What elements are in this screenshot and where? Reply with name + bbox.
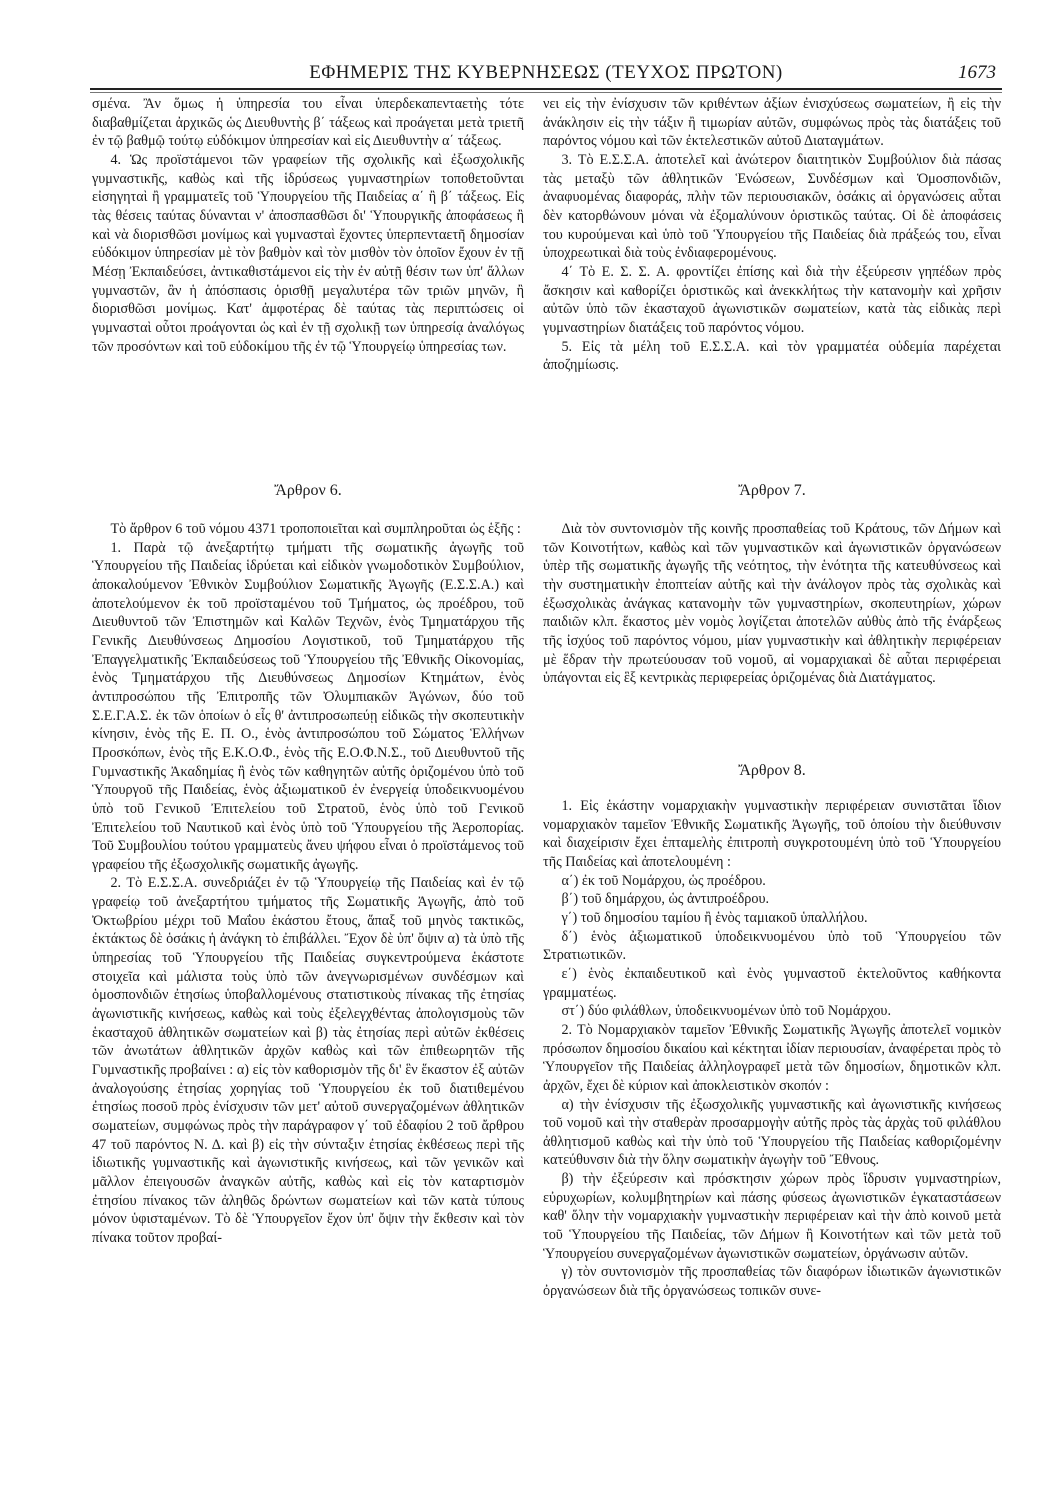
list-item: δ΄) ἑνὸς ἀξιωματικοῦ ὑποδεικνυομένου ὑπὸ τοῦ Ὑπουργείου τῶν Στρατιωτικῶν. [543,928,1001,964]
right-column-block-3 [543,797,1001,1301]
list-item: β) τὴν ἐξεύρεσιν καὶ πρόσκτησιν χώρων πρὸς ἵδρυσιν γυμναστηρίων, εὐρυχωρίων, κολυμβητηρίων καὶ πάσης φύσεως ἀγωνιστικῶν ἐγκαταστάσεων καθ' ὅλην τὴν νομαρχιακὴν γυμναστικὴν περιφέρειαν καὶ τὴν ἀπὸ κοινοῦ μετὰ τοῦ Ὑπουργείου τῆς Παιδείας, τῶν Δήμων ἢ Κοινοτήτων καὶ τῶν μετὰ τοῦ Ὑπουργείου συνεργαζομένων ἀγωνιστικῶν σωματείων, ὀργάνωσιν αὐτῶν. [543,1171,1001,1262]
left-column-block-2 [92,520,524,1248]
paragraph: 1. Εἰς ἑκάστην νομαρχιακὴν γυμναστικὴν περιφέρειαν συνιστᾶται ἴδιον νομαρχιακὸν ταμεῖον Ἐθνικῆς Σωματικῆς Ἀγωγῆς, τοῦ ὁποίου τὴν διεύθυνσιν καὶ διαχείρισιν ἔχει ἑπταμελὴς ἐπιτροπὴ συγκροτουμένη ὑπὸ τοῦ Ὑπουργείου τῆς Παιδείας καὶ ἀποτελουμένη : [543,798,1001,870]
article-8-heading: Ἄρθρον 8. [738,762,806,779]
paragraph: νει εἰς τὴν ἐνίσχυσιν τῶν κριθέντων ἀξίων ἐνισχύσεως σωματείων, ἢ εἰς τὴν ἀνάκλησιν εἰς τὴν τάξιν ἢ τιμωρίαν αὐτῶν, συμφώνως πρὸς τὰς διατάξεις τοῦ παρόντος νόμου καὶ τῶν ἐκτελεστικῶν αὐτοῦ Διαταγμάτων. [543,96,1001,150]
article-6-heading: Ἄρθρον 6. [274,482,342,499]
article-7-heading: Ἄρθρον 7. [738,482,806,499]
list-item: γ) τὸν συντονισμὸν τῆς προσπαθείας τῶν διαφόρων ἰδιωτικῶν ἀγωνιστικῶν ὀργανώσεων διὰ τῆς ὀργανώσεως τοπικῶν συνε- [543,1264,1001,1300]
paragraph: 2. Τὸ Νομαρχιακὸν ταμεῖον Ἐθνικῆς Σωματικῆς Ἀγωγῆς ἀποτελεῖ νομικὸν πρόσωπον δημοσίου δικαίου καὶ κέκτηται ἰδίαν περιουσίαν, ἀναφέρεται πρὸς τὸ Ὑπουργεῖον τῆς Παιδείας ἀλληλογραφεῖ μετὰ τῶν δημοσίων, δημοτικῶν κλπ. ἀρχῶν, ἔχει δὲ κύριον καὶ ἀποκλειστικὸν σκοπόν : [543,1021,1001,1094]
paragraph: σμένα. Ἂν ὅμως ἡ ὑπηρεσία του εἶναι ὑπερδεκαπενταετὴς τότε διαβαθμίζεται ἀρχικῶς ὡς Διευθυντὴς β΄ τάξεως καὶ προάγεται μετὰ τριετῆ ἐν τῷ βαθμῷ τούτῳ εὐδόκιμον ὑπηρεσίαν καὶ εἰς Διευθυντὴν α΄ τάξεως. [92,96,524,150]
paragraph: 4΄ Τὸ Ε. Σ. Σ. Α. φροντίζει ἐπίσης καὶ διὰ τὴν ἐξεύρεσιν γηπέδων πρὸς ἄσκησιν καὶ καθορίζει ὁριστικῶς καὶ ἀνεκκλήτως τὴν κατανομὴν καὶ χρῆσιν αὐτῶν ὑπὸ τῶν ἑκασταχοῦ ἀγωνιστικῶν σωματείων, κατὰ τὰς εἰδικὰς περὶ γυμναστηρίων διατάξεις τοῦ παρόντος νόμου. [543,263,1001,336]
list-item: γ΄) τοῦ δημοσίου ταμίου ἢ ἑνὸς ταμιακοῦ ὑπαλλήλου. [561,909,868,926]
paragraph: Τὸ ἄρθρον 6 τοῦ νόμου 4371 τροποποιεῖται καὶ συμπληροῦται ὡς ἑξῆς : [110,521,521,537]
page-header [90,62,1002,90]
list-item: ε΄) ἑνὸς ἐκπαιδευτικοῦ καὶ ἑνὸς γυμναστοῦ ἐκτελοῦντος καθήκοντα γραμματέως. [543,965,1001,1001]
paragraph: 2. Τὸ Ε.Σ.Σ.Α. συνεδριάζει ἐν τῷ Ὑπουργείῳ τῆς Παιδείας καὶ ἐν τῷ γραφείῳ τοῦ ἀνεξαρτήτου τμήματος τῆς Σωματικῆς Ἀγωγῆς, ἀπὸ τοῦ Ὀκτωβρίου μέχρι τοῦ Μαΐου ἑκάστου ἔτους, ἅπαξ τοῦ μηνὸς τακτικῶς, ἐκτάκτως δὲ ὁσάκις ἡ ἀνάγκη τὸ ἐπιβάλλει. Ἔχον δὲ ὑπ' ὄψιν α) τὰ ὑπὸ τῆς ὑπηρεσίας τοῦ Ὑπουργείου τῆς Παιδείας συγκεντρούμενα ἑκάστοτε στοιχεῖα καὶ μάλιστα τοὺς ὑπὸ τῶν ἀνεγνωρισμένων συνδέσμων καὶ ὁμοσπονδιῶν ἐτησίως ὑποβαλλομένους στατιστικοὺς πίνακας τῆς ἐτησίας ἀγωνιστικῆς κινήσεως, καθὼς καὶ τοὺς ἐξελεγχθέντας ἀπολογισμοὺς τῶν ἑκασταχοῦ ἀθλητικῶν σωματείων καὶ β) τὰς ἐτησίας περὶ αὐτῶν ἐκθέσεις τῶν ἀνωτάτων ἀθλητικῶν ἀρχῶν καθὼς καὶ τῶν ἐπιθεωρητῶν τῆς Γυμναστικῆς προβαίνει : α) εἰς τὸν καθορισμὸν τῆς δι' ἓν ἕκαστον ἐξ αὐτῶν ἀναλογούσης ἐτησίας χορηγίας τοῦ Ὑπουργείου ἐκ τοῦ διατιθεμένου ἐτησίως ποσοῦ πρὸς ἐνίσχυσιν τῶν μετ' αὐτοῦ συνεργαζομένων ἀθλητικῶν σωματείων, συμφώνως πρὸς τὴν παράγραφον γ΄ τοῦ ἐδαφίου 2 τοῦ ἄρθρου 47 τοῦ παρόντος Ν. Δ. καὶ β) εἰς τὴν σύνταξιν ἐτησίας ἐκθέσεως περὶ τῆς ἰδιωτικῆς γυμναστικῆς καὶ ἀγωνιστικῆς κινήσεως, καὶ τῶν γενικῶν καὶ μᾶλλον ἐπειγουσῶν ἀναγκῶν αὐτῆς, καθὼς καὶ εἰς τὸν καταρτισμὸν ἐτησίου πίνακος τῶν ἀληθῶς δρώντων σωματείων καὶ τῶν κατὰ τύπους μόνον ὑφισταμένων. Τὸ δὲ Ὑπουργεῖον ἔχον ὑπ' ὄψιν τὴν ἔκθεσιν καὶ τὸν πίνακα τοῦτον προβαί- [92,875,524,1246]
list-item: α΄) ἐκ τοῦ Νομάρχου, ὡς προέδρου. [561,872,766,889]
paragraph: Διὰ τὸν συντονισμὸν τῆς κοινῆς προσπαθείας τοῦ Κράτους, τῶν Δήμων καὶ τῶν Κοινοτήτων, καθὼς καὶ τῶν γυμναστικῶν καὶ ἀγωνιστικῶν ὀργανώσεων ὑπὲρ τῆς σωματικῆς ἀγωγῆς τῆς νεότητος, τὴν ἑνότητα τῆς κατευθύνσεως καὶ τὴν συστηματικὴν ἐποπτείαν αὐτῆς καὶ τὴν ἀνάλογον πρὸς τὰς σχολικὰς καὶ ἐξωσχολικὰς ἀνάγκας κατανομὴν τῶν γυμναστηρίων, σκοπευτηρίων, χώρων παιδιῶν κλπ. ἕκαστος μὲν νομὸς λογίζεται ἀποτελῶν αὐθὺς ἀπὸ τῆς ἐνάρξεως τῆς ἰσχύος τοῦ παρόντος νόμου, μίαν γυμναστικὴν καὶ ἀθλητικὴν περιφέρειαν μὲ ἕδραν τὴν πρωτεύουσαν τοῦ νομοῦ, αἱ νομαρχιακαὶ δὲ αὗται περιφέρειαι ὑπάγονται εἰς ἓξ κεντρικὰς περιφερείας ὁριζομένας διὰ Διατάγματος. [543,521,1001,687]
paragraph: 4. Ὡς προϊστάμενοι τῶν γραφείων τῆς σχολικῆς καὶ ἐξωσχολικῆς γυμναστικῆς, καθὼς καὶ τῆς ἱδρύσεως γυμναστηρίων τοποθετοῦνται εἰσηγηταὶ ἢ γραμματεῖς τοῦ Ὑπουργείου τῆς Παιδείας α΄ ἢ β΄ τάξεως. Εἰς τὰς θέσεις ταύτας δύνανται ν' ἀποσπασθῶσι δι' Ὑπουργικῆς ἀποφάσεως ἢ καὶ νὰ διορισθῶσι μονίμως καὶ γυμνασταὶ ἔχοντες ὑπερπενταετῆ δημοσίαν εὐδόκιμον ὑπηρεσίαν μὲ τὸν βαθμὸν καὶ τὸν μισθὸν τὸν ὁποῖον ἔχουν ἐν τῇ Μέσῃ Ἐκπαιδεύσει, ἀντικαθιστάμενοι εἰς τὴν ἐν αὐτῇ θέσιν των ὑπ' ἄλλων γυμναστῶν, ἂν ἡ ἀπόσπασις ὁρισθῇ μεγαλυτέρα τῶν τριῶν μηνῶν, ἢ διορισθῶσι μονίμως. Κατ' ἀμφοτέρας δὲ ταύτας τὰς περιπτώσεις οἱ γυμνασταὶ οὗτοι προάγονται ὡς καὶ ἐν τῇ σχολικῇ των ὑπηρεσίᾳ ἀναλόγως τῶν προσόντων καὶ τοῦ εὐδοκίμου τῆς ἐν τῷ Ὑπουργείῳ ὑπηρεσίας των. [92,151,524,355]
list-item: στ΄) δύο φιλάθλων, ὑποδεικνυομένων ὑπὸ τοῦ Νομάρχου. [561,1003,891,1020]
right-column-block-1 [543,95,1001,375]
gazette-title: ΕΦΗΜΕΡΙΣ ΤΗΣ ΚΥΒΕΡΝΗΣΕΩΣ (ΤΕΥΧΟΣ ΠΡΩΤΟΝ) [309,62,783,83]
paragraph: 1. Παρὰ τῷ ἀνεξαρτήτῳ τμήματι τῆς σωματικῆς ἀγωγῆς τοῦ Ὑπουργείου τῆς Παιδείας ἱδρύεται καὶ εἰδικὸν γνωμοδοτικὸν Συμβούλιον, ἀποκαλούμενον Ἐθνικὸν Συμβούλιον Σωματικῆς Ἀγωγῆς (Ε.Σ.Σ.Α.) καὶ ἀποτελούμενον ἐκ τοῦ προϊσταμένου τοῦ Τμήματος, ὡς προέδρου, τοῦ Διευθυντοῦ τῶν Ἐπιστημῶν καὶ Καλῶν Τεχνῶν, ἑνὸς Τμηματάρχου τῆς Γενικῆς Διευθύνσεως Δημοσίου Λογιστικοῦ, τοῦ Τμηματάρχου τῆς Ἐπαγγελματικῆς Ἐκπαιδεύσεως τοῦ Ὑπουργείου τῆς Ἐθνικῆς Οἰκονομίας, ἑνὸς Τμηματάρχου τῆς Διευθύνσεως Δημοσίων Κτημάτων, ἑνὸς ἀντιπροσώπου τῆς Ἐπιτροπῆς τῶν Ὀλυμπιακῶν Ἀγώνων, δύο τοῦ Σ.Ε.Γ.Α.Σ. ἐκ τῶν ὁποίων ὁ εἷς θ' ἀντιπροσωπεύῃ εἰδικῶς τὴν σκοπευτικὴν κίνησιν, ἑνὸς τῆς Ε. Π. Ο., ἑνὸς ἀντιπροσώπου τοῦ Σώματος Ἑλλήνων Προσκόπων, ἑνὸς τῆς Ε.Κ.Ο.Φ., ἑνὸς τῆς Ε.Ο.Φ.Ν.Σ., τοῦ Διευθυντοῦ τῆς Γυμναστικῆς Ἀκαδημίας ἢ ἑνὸς τῶν καθηγητῶν αὐτῆς ὁριζομένου ὑπὸ τοῦ Ὑπουργοῦ τῆς Παιδείας, ἑνὸς ἀξιωματικοῦ ἐν ἐνεργείᾳ ὑποδεικνυομένου ὑπὸ τοῦ Γενικοῦ Ἐπιτελείου τοῦ Στρατοῦ, ἑνὸς ὑπὸ τοῦ Γενικοῦ Ἐπιτελείου τοῦ Ναυτικοῦ καὶ ἑνὸς ὑπὸ τοῦ Ὑπουργείου τῆς Ἀεροπορίας. Τοῦ Συμβουλίου τούτου γραμματεὺς ἄνευ ψήφου εἶναι ὁ προϊστάμενος τοῦ γραφείου τῆς ἐξωσχολικῆς σωματικῆς ἀγωγῆς. [92,539,524,873]
left-column-block-1 [92,95,524,356]
header-rule [90,92,1002,93]
page-number: 1673 [958,62,996,83]
list-item: β΄) τοῦ δημάρχου, ὡς ἀντιπροέδρου. [561,891,770,908]
list-item: α) τὴν ἐνίσχυσιν τῆς ἐξωσχολικῆς γυμναστικῆς καὶ ἀγωνιστικῆς κινήσεως τοῦ νομοῦ καὶ τὴν σταθερὰν προσαρμογὴν αὐτῆς πρὸς τὰς ἀρχὰς τοῦ φιλάθλου ἀθλητισμοῦ καθὼς καὶ τὴν ὑπὸ τοῦ Ὑπουργείου τῆς Παιδείας καθοριζομένην κατεύθυνσιν διὰ τὴν ὅλην σωματικὴν ἀγωγὴν τοῦ Ἔθνους. [543,1096,1001,1169]
right-column-block-2 [543,520,1001,688]
paragraph: 3. Τὸ Ε.Σ.Σ.Α. ἀποτελεῖ καὶ ἀνώτερον διαιτητικὸν Συμβούλιον διὰ πάσας τὰς μεταξὺ τῶν ἀθλητικῶν Ἑνώσεων, Συνδέσμων καὶ Ὁμοσπονδιῶν, ἀναφυομένας διαφοράς, πλὴν τῶν περιουσιακῶν, ὁσάκις αἱ ὀργανώσεις αὗται δὲν κατορθώνουν μόναι νὰ ἐξομαλύνουν ὁριστικῶς ταύτας. Οἱ δὲ ἀποφάσεις του κυρούμεναι καὶ ὑπὸ τοῦ Ὑπουργείου τῆς Παιδείας διὰ πράξεώς του, εἶναι ὑποχρεωτικαὶ διὰ τοὺς ἐνδιαφερομένους. [543,151,1001,262]
paragraph: 5. Εἰς τὰ μέλη τοῦ Ε.Σ.Σ.Α. καὶ τὸν γραμματέα οὐδεμία παρέχεται ἀποζημίωσις. [543,338,1001,374]
